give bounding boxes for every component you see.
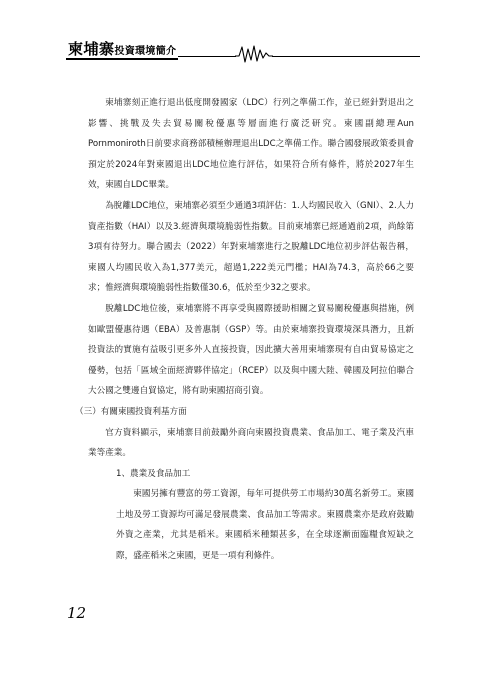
paragraph: 官方資料顯示，柬埔寨目前鼓勵外商向柬國投資農業、食品加工、電子業及汽車業等產業。 [88,427,414,459]
subsection-heading: 1、農業及食品加工 [116,468,191,479]
section-heading: （三）有關柬國投資利基方面 [75,406,187,417]
paragraph: 脫離LDC地位後，柬埔寨將不再享受與國際援助相關之貿易關稅優惠與措施，例如歐盟優惠待遇（EBA）及普惠制（GSP）等。由於柬埔寨投資環境深具潛力，且新投資法的實施有益吸引更多外人直接投資，因此擴大善用柬埔寨現有自由貿易協定之優勢，包括「區域全面經濟夥伴協定」（RCEP）以及與中國大陸、韓國及阿拉伯聯合大公國之雙邊自貿協定，將有助柬國招商引資。 [88,303,414,397]
header-title-main: 柬埔寨 [68,40,115,58]
page-number: 12 [67,604,87,622]
header-rule [272,56,420,57]
body-text [75,93,414,567]
header-rule-thick [66,58,178,60]
header-title-sub: 投資環境簡介 [114,46,177,57]
paragraph: 柬國另擁有豐富的勞工資源，每年可提供勞工市場約30萬名新勞工。柬國土地及勞工資源均可滿足發展農業、食品加工等需求。柬國農業亦是政府鼓勵外資之產業，尤其是稻米。柬國稻米種類甚多，在全球逐漸面臨糧食短缺之際，盛產稻米之柬國，更是一項有利條件。 [116,489,414,562]
paragraph: 為脫離LDC地位，柬埔寨必須至少通過3項評估：1.人均國民收入（GNI）、2.人力資產指數（HAI）以及3.經濟與環境脆弱性指數。目前柬埔寨已經通過前2項，尚餘第3項有待努力。聯合國去（2022）年對柬埔寨進行之脫離LDC地位初步評估報告稱，柬國人均國民收入為1,377美元，超過1,222美元門檻；HAI為74.3，高於66之要求；惟經濟與環境脆弱性指數僅30.6，低於至少32之要求。 [88,200,414,294]
heartbeat-wave-icon [235,44,273,64]
paragraph: 柬埔寨刻正進行退出低度開發國家（LDC）行列之準備工作，並已經針對退出之影響、挑戰及失去貿易關稅優惠等層面進行廣泛研究。柬國副總理Aun Pornmoniroth日前要求商務部積極辦理退出LDC之準備工作。聯合國發展政策委員會預定於2024年對柬國退出LDC地位進行評估，如果符合所有條件，將於2027年生效，柬國自LDC畢業。 [88,98,414,191]
header-title [68,38,176,59]
running-header [66,36,420,60]
header-rule [178,56,236,57]
